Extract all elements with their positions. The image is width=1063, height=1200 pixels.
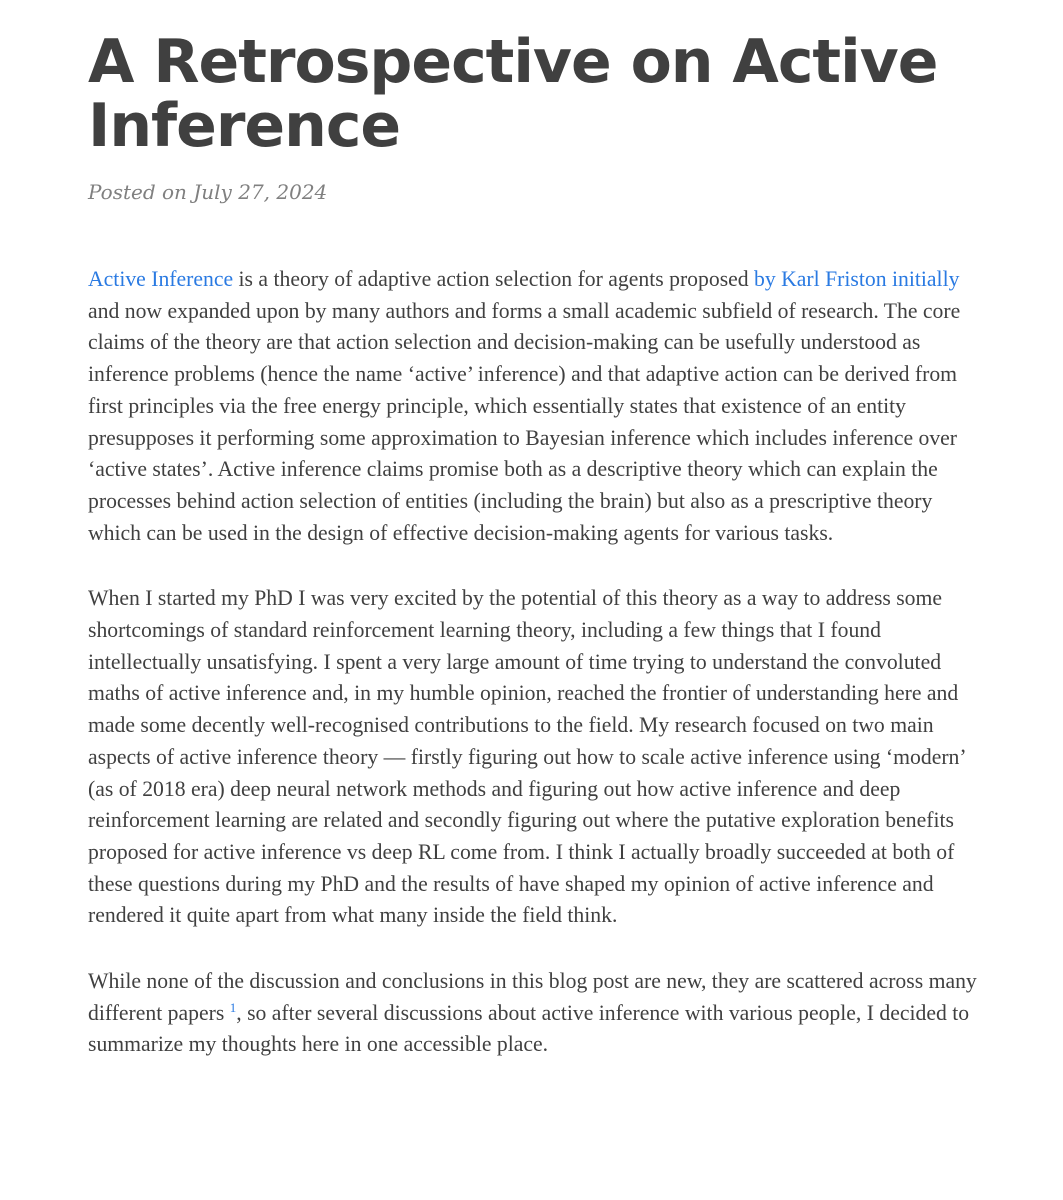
post-body bbox=[88, 264, 978, 1061]
paragraph-summary-text-2: , so after several discussions about active inference with various people, I decided to summarize my thoughts here in one accessible place. bbox=[88, 1000, 970, 1057]
footnote-link[interactable]: 1 bbox=[229, 999, 237, 1015]
post-date: July 27, 2024 bbox=[193, 180, 328, 204]
paragraph-intro-text-1: is a theory of adaptive action selection for agents proposed bbox=[233, 267, 755, 291]
karl-friston-link[interactable]: by Karl Friston initially bbox=[754, 267, 960, 291]
paragraph-summary bbox=[88, 966, 978, 1061]
paragraph-summary-text-1: While none of the discussion and conclusions in this blog post are new, they are scattered across many different papers bbox=[88, 969, 977, 1025]
posted-prefix: Posted on bbox=[88, 180, 187, 204]
post-container bbox=[88, 0, 978, 1095]
paragraph-intro-text-2: and now expanded upon by many authors and forms a small academic subfield of research. The core claims of the theory are that action selection and decision-making can be usefully understood as inference problems (hence the name ‘active’ inference) and that adaptive action can be derived from first principles via the free energy principle, which essentially states that existence of an entity presupposes it performing some approximation to Bayesian inference which includes inference over ‘active states’. Active inference claims promise both as a descriptive theory which can explain the processes behind action selection of entities (including the brain) but also as a prescriptive theory which can be used in the design of effective decision-making agents for various tasks. bbox=[88, 298, 961, 545]
post-meta bbox=[88, 178, 978, 206]
paragraph-intro bbox=[88, 264, 978, 549]
active-inference-link[interactable]: Active Inference bbox=[88, 267, 234, 291]
paragraph-phd: When I started my PhD I was very excited by the potential of this theory as a way to address some shortcomings of standard reinforcement learning theory, including a few things that I found intellectually unsatisfying. I spent a very large amount of time trying to understand the convoluted maths of active inference and, in my humble opinion, reached the frontier of understanding here and made some decently well-recognised contributions to the field. My research focused on two main aspects of active inference theory — firstly figuring out how to scale active inference using ‘modern’ (as of 2018 era) deep neural network methods and figuring out how active inference and deep reinforcement learning are related and secondly figuring out where the putative exploration benefits proposed for active inference vs deep RL come from. I think I actually broadly succeeded at both of these questions during my PhD and the results of have shaped my opinion of active inference and rendered it quite apart from what many inside the field think. bbox=[88, 586, 966, 928]
post-title: A Retrospective on Active Inference bbox=[88, 27, 938, 161]
